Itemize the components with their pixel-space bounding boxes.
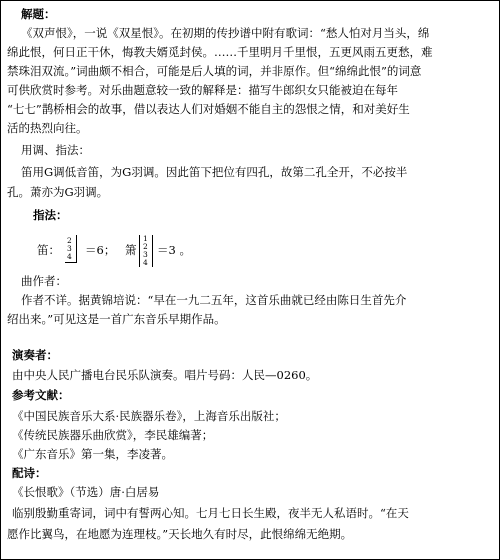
xiao-label: 箫 [125,243,137,257]
fingering-bracket [152,235,153,267]
section-heading-tuning-fingering: 用调、指法： [21,143,90,157]
text-line: 由中央人民广播电台民乐队演奏。唱片号码：人民—0260。 [12,368,318,382]
reference-item: 《传统民族器乐曲欣赏》，李民雄编著； [12,428,214,442]
xiao-value: ＝3 。 [157,243,191,257]
text-line: 活的热烈向往。 [7,121,88,135]
xiao-digit: 1 [143,234,148,243]
fingering-bracket [76,235,77,263]
text-line: 绵此恨，何日正干休，悔教夫婿觅封侯。……千里明月千里恨，五更风雨五更愁，难 [7,45,433,59]
text-line: “七七”鹊桥相会的故事，借以表达人们对婚姻不能自主的怨恨之情，和对美好生 [7,102,410,116]
fingering-bracket [65,262,77,263]
poem-line: 临别殷勤重寄词，词中有誓两心知。七月七日长生殿，夜半无人私语时。“在天 [12,506,409,520]
section-heading-poem: 配诗： [12,466,47,480]
flute-digit: 4 [67,252,72,261]
fingering-notation [37,235,237,267]
text-line: 绍出来。”可见这是一首广东音乐早期作品。 [7,312,226,326]
reference-item: 《中国民族音乐大系·民族器乐卷》，上海音乐出版社； [12,409,286,423]
text-line: 《双声恨》，一说《双星恨》。在初期的传抄谱中附有歌词：“愁人怕对月当头，绵 [21,26,430,40]
fingering-bracket [139,235,140,267]
text-line: 禁珠泪双流。”词曲颇不相合，可能是后人填的词，并非原作。但“绵绵此恨”的词意 [7,64,422,78]
flute-digit: 3 [67,244,72,253]
flute-digit: 2 [67,236,72,245]
section-heading-explanation: 解题： [21,7,56,21]
text-line: 孔。萧亦为G羽调。 [7,185,109,199]
poem-title: 《长恨歌》（节选）唐·白居易 [12,485,160,499]
text-line: 作者不详。据黄锦培说：“早在一九二五年，这首乐曲就已经由陈日生首先介 [21,293,407,307]
flute-label: 笛： [37,243,60,257]
section-heading-composer: 曲作者： [21,274,67,288]
reference-item: 《广东音乐》第一集，李凌著。 [12,447,173,461]
xiao-digit: 4 [143,258,148,267]
xiao-digit: 3 [143,250,148,259]
text-line: 可供欣赏时参考。对乐曲题意较一致的解释是：描写牛郎织女只能被迫在每年 [7,83,398,97]
poem-line: 愿作比翼鸟，在地愿为连理枝。”天长地久有时尽，此恨绵绵无绝期。 [7,527,353,541]
section-heading-fingering: 指法： [33,208,68,222]
xiao-digit: 2 [143,242,148,251]
section-heading-references: 参考文献： [12,388,70,402]
section-heading-performer: 演奏者： [12,348,58,362]
flute-value: ＝6； [85,243,116,257]
text-line: 笛用G调低音笛，为G羽调。因此笛下把位有四孔，故第二孔全开，不必按半 [21,165,408,179]
